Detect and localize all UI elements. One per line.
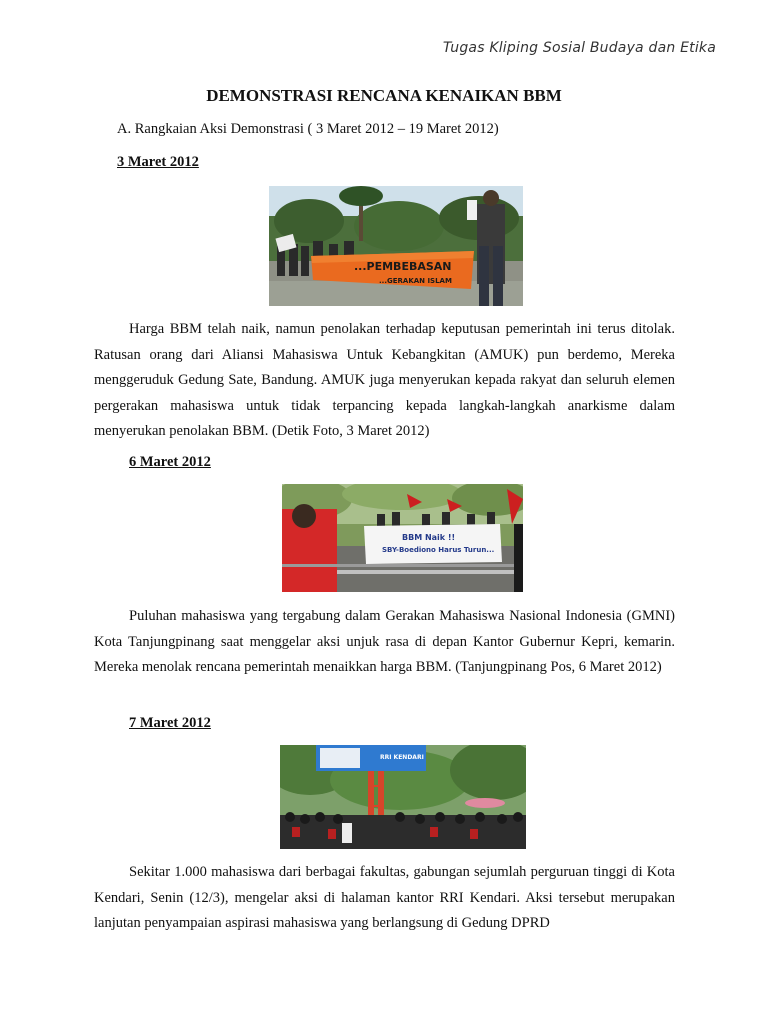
date-heading-1: 3 Maret 2012 [117, 154, 199, 170]
protest-photo-2 [282, 484, 523, 592]
paragraph-2-text: Puluhan mahasiswa yang tergabung dalam Gerakan Mahasiswa Nasional Indonesia (GMNI) Kota Tanjungpinang saat menggelar aksi unjuk rasa di depan Kantor Gubernur Kepri, kemarin. Mereka menolak rencana pemerintah menaikkan harga BBM. (Tanjungpinang Pos, 6 Maret 2012) [94, 608, 675, 675]
date-heading-2: 6 Maret 2012 [129, 454, 211, 470]
banner-main-text: ...PEMBEBASAN [354, 260, 452, 273]
banner-sub-text: ...GERAKAN ISLAM [379, 277, 452, 285]
section-heading: A. Rangkaian Aksi Demonstrasi ( 3 Maret 2012 – 19 Maret 2012) [117, 121, 499, 137]
paragraph-3 [94, 860, 675, 937]
header-note: Tugas Kliping Sosial Budaya dan Etika [442, 40, 716, 56]
banner-line2-text: SBY-Boediono Harus Turun... [382, 546, 495, 554]
banner-line1-text: BBM Naik !! [402, 533, 456, 542]
document-title: DEMONSTRASI RENCANA KENAIKAN BBM [206, 86, 562, 105]
protest-photo-1 [269, 186, 523, 306]
paragraph-1-text: Harga BBM telah naik, namun penolakan terhadap keputusan pemerintah ini terus ditolak. Ratusan orang dari Aliansi Mahasiswa Untuk Kebangkitan (AMUK) pun berdemo, Mereka menggeruduk Gedung Sate, Bandung. AMUK juga menyerukan kepada rakyat dan seluruh elemen pergerakan mahasiswa untuk tidak terpancing kepada langkah-langkah anarkisme dalam menyerukan penolakan BBM. (Detik Foto, 3 Maret 2012) [94, 321, 675, 439]
sign-text: RRI KENDARI [380, 754, 424, 761]
paragraph-3-text: Sekitar 1.000 mahasiswa dari berbagai fakultas, gabungan sejumlah perguruan tinggi di Kota Kendari, Senin (12/3), mengelar aksi di halaman kantor RRI Kendari. Aksi tersebut merupakan lanjutan penyampaian aspirasi mahasiswa yang berlangsung di Gedung DPRD [94, 864, 675, 931]
date-heading-3: 7 Maret 2012 [129, 715, 211, 731]
paragraph-1 [94, 317, 675, 445]
protest-photo-3 [280, 745, 526, 849]
paragraph-2 [94, 604, 675, 681]
